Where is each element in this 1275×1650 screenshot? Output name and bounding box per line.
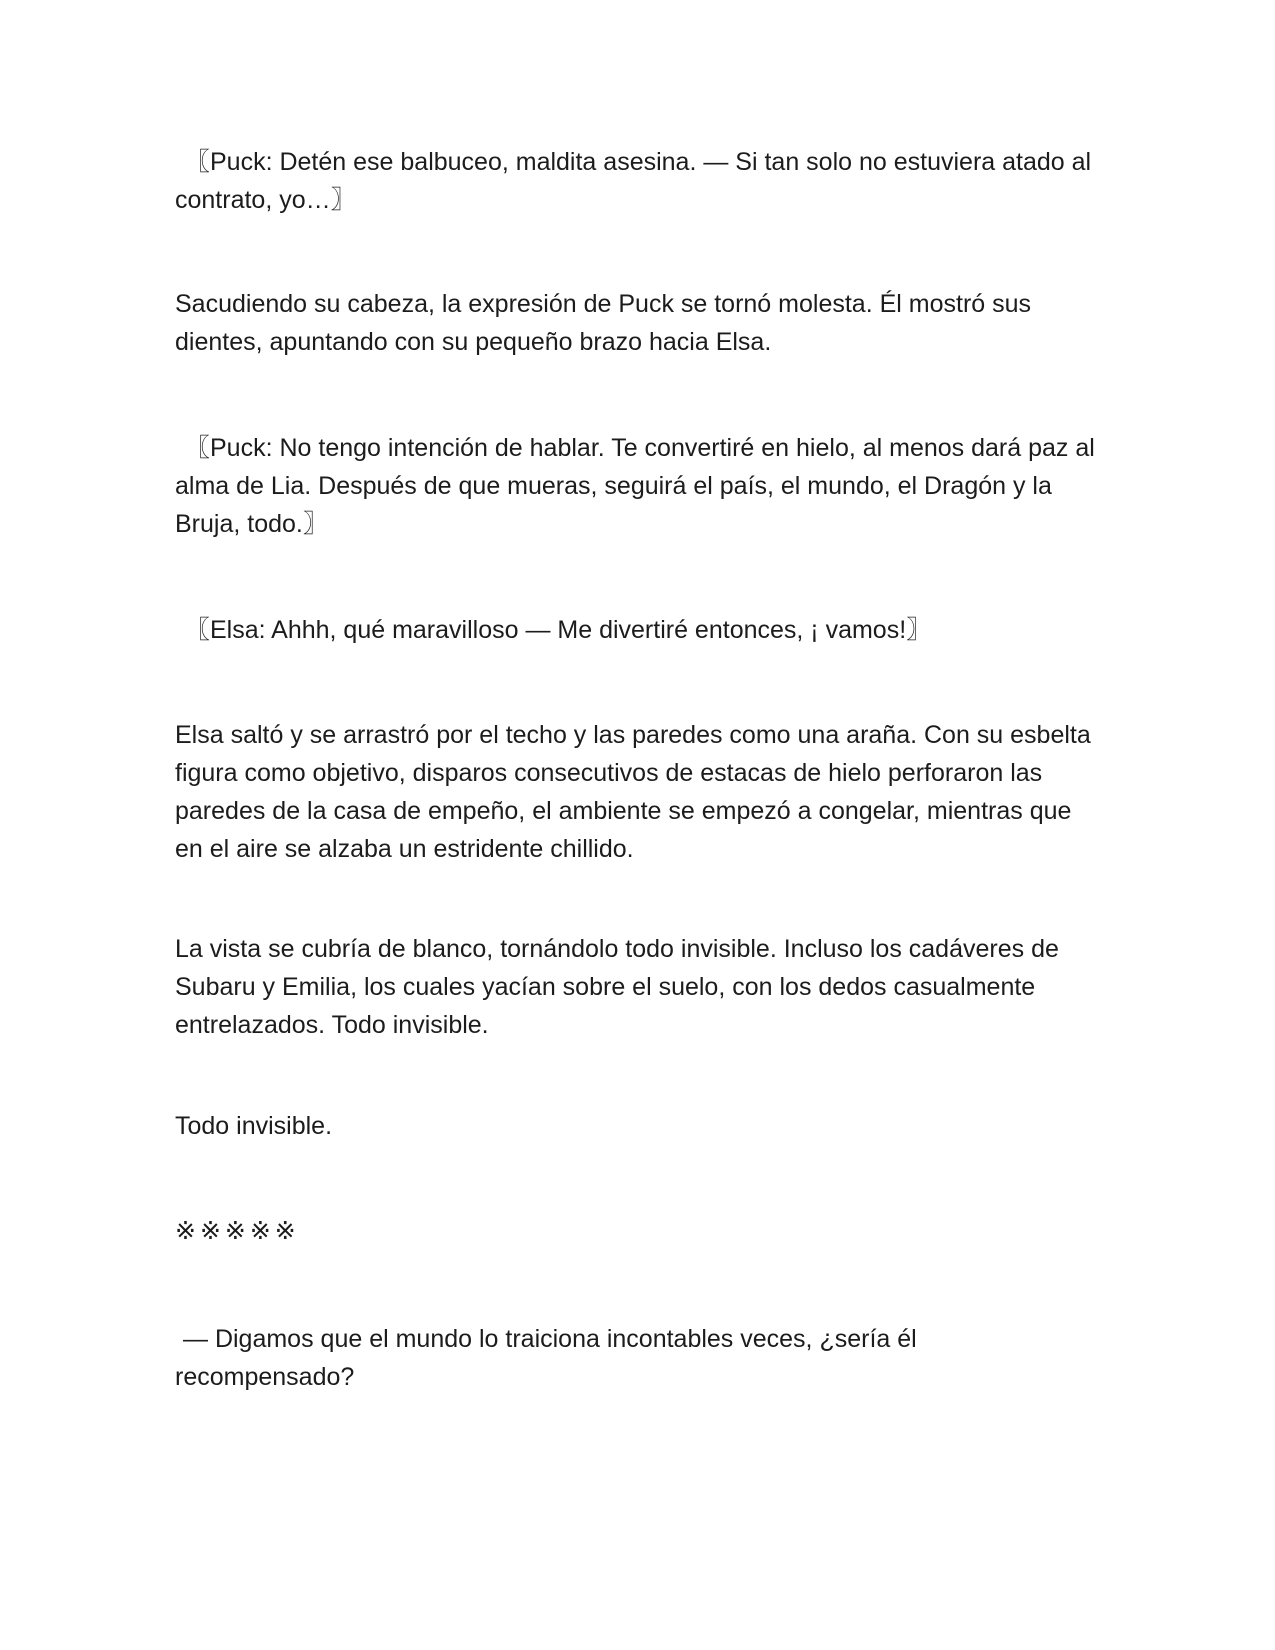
paragraph-narration-2: Elsa saltó y se arrastró por el techo y las paredes como una araña. Con su esbelta figura como objetivo, disparos consecutivos de estacas de hielo perforaron las paredes de la casa de empeño, el ambiente se empezó a congelar, mientras que en el aire se alzaba un estridente chillido.: [175, 721, 1091, 863]
scene-break: ※※※※※: [175, 1217, 300, 1245]
paragraph-narration-3: La vista se cubría de blanco, tornándolo todo invisible. Incluso los cadáveres de Subaru y Emilia, los cuales yacían sobre el suelo, con los dedos casualmente entrelazados. Todo invisible.: [175, 935, 1059, 1039]
paragraph-narration-4: Todo invisible.: [175, 1112, 333, 1140]
paragraph-narration-1: Sacudiendo su cabeza, la expresión de Puck se tornó molesta. Él mostró sus dientes, apuntando con su pequeño brazo hacia Elsa.: [175, 290, 1032, 356]
paragraph-puck-dialogue-2: 〖Puck: No tengo intención de hablar. Te convertiré en hielo, al menos dará paz al alma de Lia. Después de que mueras, seguirá el país, el mundo, el Dragón y la Bruja, todo.〗: [175, 434, 1095, 538]
paragraph-puck-dialogue-1: 〖Puck: Detén ese balbuceo, maldita asesina. — Si tan solo no estuviera atado al contrato, yo…〗: [175, 148, 1092, 214]
paragraph-narration-5: — Digamos que el mundo lo traiciona incontables veces, ¿sería él recompensado?: [175, 1325, 917, 1391]
paragraph-elsa-dialogue: 〖Elsa: Ahhh, qué maravilloso — Me divertiré entonces, ¡ vamos!〗: [185, 616, 932, 644]
